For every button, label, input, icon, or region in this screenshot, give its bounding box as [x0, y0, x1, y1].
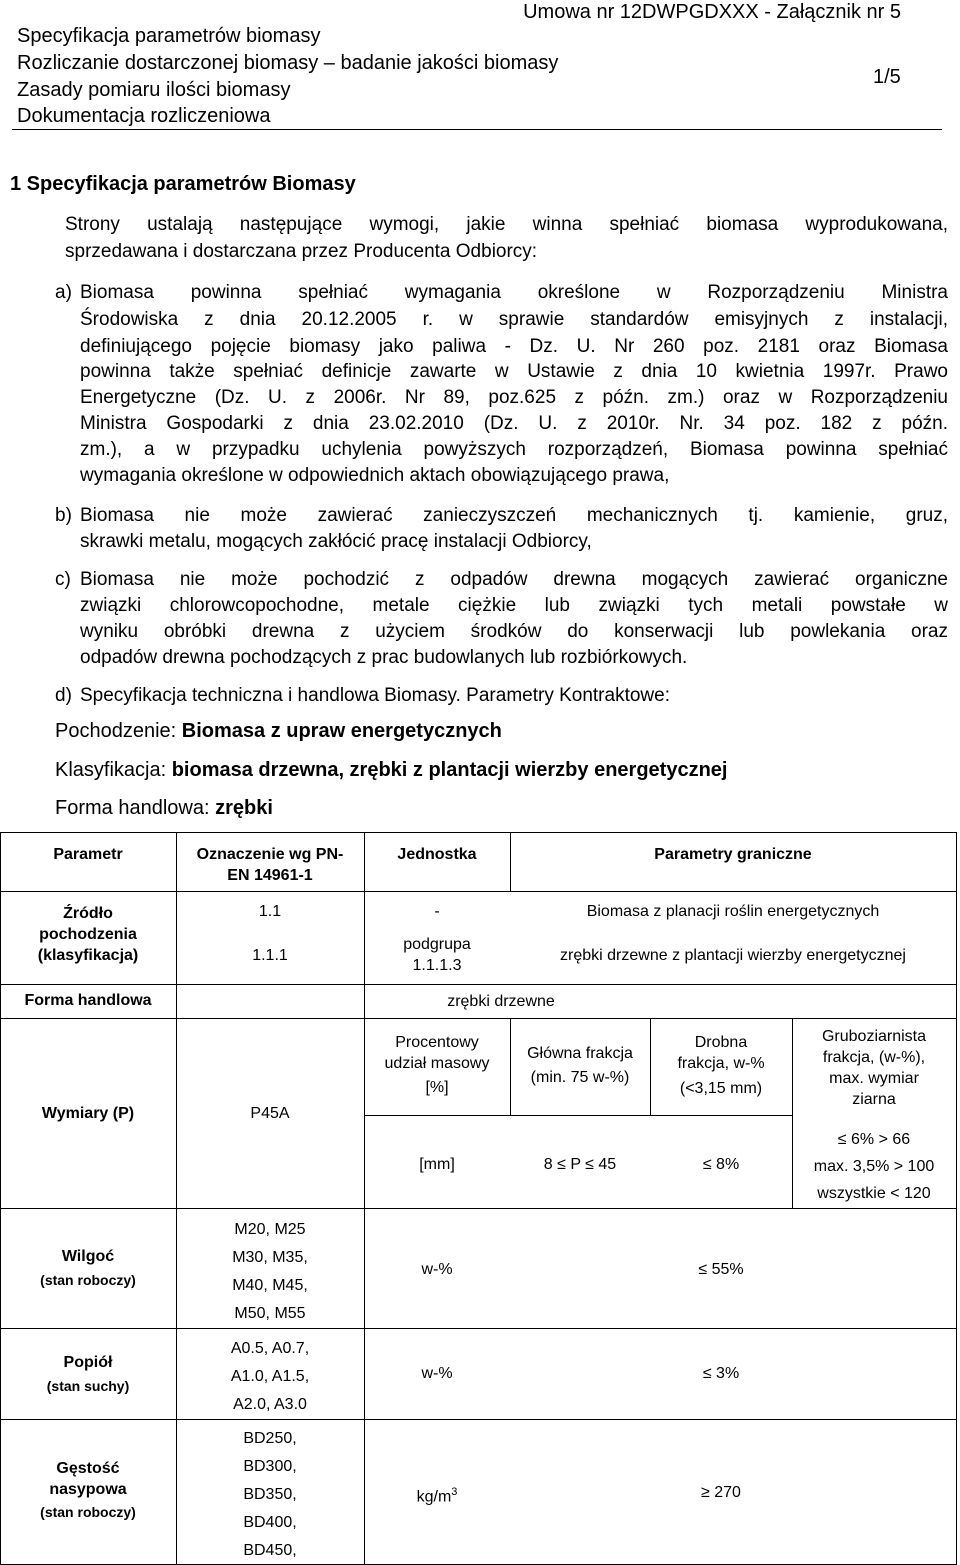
table-rule: [0, 832, 957, 833]
intro-line-1: Strony ustalają następujące wymogi, jakie winna spełniać biomasa wyprodukowana,: [65, 214, 948, 235]
item-a-label: a): [55, 282, 72, 303]
row-wilgoc-oznaczenie: [176, 1216, 364, 1328]
table-rule: [0, 984, 957, 985]
item-a-line: wymagania określone w odpowiednich aktach obowiązującego prawa,: [80, 465, 670, 486]
header-contract-number: Umowa nr 12DWPGDXXX - Załącznik nr 5: [523, 1, 901, 23]
spec-forma-value: zrębki: [215, 797, 273, 819]
table-rule: [956, 832, 957, 1565]
wilgoc-ozn-line: M50, M55: [234, 1305, 306, 1322]
row-wilgoc-value: ≤ 55%: [698, 1261, 744, 1278]
wymiary-coarse-line: max. 3,5% > 100: [813, 1158, 935, 1175]
row-zrodlo-1-oznaczenie: 1.1: [258, 903, 282, 920]
header-line-specification: Specyfikacja parametrów biomasy: [17, 25, 321, 47]
gestosc-ozn-line: BD350,: [243, 1486, 297, 1503]
wymiary-gruba-line: Gruboziarnista: [821, 1028, 927, 1045]
spec-klasyfikacja-label: Klasyfikacja:: [55, 759, 172, 781]
spec-forma: [55, 797, 273, 820]
wilgoc-ozn-line: M30, M35,: [232, 1249, 308, 1266]
spec-pochodzenie-label: Pochodzenie:: [55, 720, 182, 742]
wymiary-gruba-line: max. wymiar: [829, 1070, 919, 1087]
row-popiol-label: [0, 1352, 176, 1397]
gestosc-ozn-line: BD400,: [243, 1514, 297, 1531]
row-zrodlo-label: [0, 903, 176, 966]
row-zrodlo-line: pochodzenia: [39, 926, 137, 943]
item-c-line: związki chlorowcopochodne, metale ciężkie lub związki tych metali powstałe w: [80, 595, 948, 616]
wymiary-unit: [mm]: [419, 1156, 455, 1173]
row-popiol-oznaczenie: [176, 1335, 364, 1419]
header-line-measurement: Zasady pomiaru ilości biomasy: [17, 79, 291, 101]
row-zrodlo-2-jednostka-line: 1.1.1.3: [412, 957, 462, 974]
item-a-line: Ministra Gospodarki z dnia 23.02.2010 (Dz. U. z 2010r. Nr. 34 poz. 182 z późn.: [80, 413, 948, 434]
item-b-line: skrawki metalu, mogących zakłócić pracę instalacji Odbiorcy,: [80, 531, 592, 552]
item-b-label: b): [55, 505, 72, 526]
row-wilgoc-name: Wilgoć: [61, 1248, 115, 1265]
wymiary-drobna-header: [650, 1032, 792, 1099]
row-forma-label: Forma handlowa: [24, 992, 152, 1009]
wilgoc-ozn-line: M40, M45,: [232, 1277, 308, 1294]
row-gestosc-name: Gęstość: [56, 1460, 120, 1477]
item-d-label: d): [55, 685, 72, 706]
wymiary-glowna-line: Główna frakcja: [527, 1045, 633, 1062]
item-a-line: zm.), a w przypadku uchylenia powyższych rozporządzeń, Biomasa powinna spełniać: [80, 439, 948, 460]
wilgoc-ozn-line: M20, M25: [234, 1221, 306, 1238]
th-oznaczenie-line: Oznaczenie wg PN-: [196, 846, 344, 863]
row-wymiary-oznaczenie: P45A: [250, 1105, 290, 1122]
row-popiol-name: Popiół: [63, 1354, 113, 1371]
popiol-ozn-line: A2.0, A3.0: [233, 1396, 307, 1413]
parameters-table: [0, 832, 957, 1565]
row-wymiary-label: Wymiary (P): [41, 1105, 135, 1122]
item-a-line: powinna także spełniać definicje zawarte w Ustawie z dnia 10 kwietnia 1997r. Prawo: [80, 361, 948, 382]
row-gestosc-oznaczenie: [176, 1425, 364, 1565]
wymiary-drobna-line: (<3,15 mm): [679, 1080, 763, 1097]
gestosc-ozn-line: BD300,: [243, 1458, 297, 1475]
wymiary-procentowy-header: [364, 1032, 510, 1098]
table-rule: [0, 1328, 957, 1329]
row-popiol-sub: (stan suchy): [46, 1378, 130, 1394]
row-gestosc-sub: (stan roboczy): [40, 1504, 136, 1520]
wymiary-coarse-values: [792, 1126, 956, 1207]
header-line-settlement: Rozliczanie dostarczonej biomasy – badanie jakości biomasy: [17, 52, 559, 74]
table-rule: [364, 1115, 792, 1116]
item-c-label: c): [55, 569, 71, 590]
wymiary-gruba-line: ziarna: [852, 1091, 896, 1108]
item-a-line: Energetyczne (Dz. U. z 2006r. Nr 89, poz.625 z późn. zm.) oraz w Rozporządzeniu: [80, 387, 948, 408]
item-a-line: Biomasa powinna spełniać wymagania określone w Rozporządzeniu Ministra: [80, 282, 948, 303]
row-zrodlo-2-jednostka: [364, 934, 510, 976]
item-c-line: Biomasa nie może pochodzić z odpadów drewna mogących zawierać organiczne: [80, 569, 948, 590]
row-gestosc-name: nasypowa: [49, 1481, 127, 1498]
row-gestosc-label: [0, 1458, 176, 1523]
row-wilgoc-sub: (stan roboczy): [40, 1272, 136, 1288]
th-oznaczenie: [176, 844, 364, 886]
row-gestosc-value: ≥ 270: [701, 1484, 741, 1501]
wymiary-coarse-line: ≤ 6% > 66: [837, 1131, 911, 1148]
wymiary-procentowy-line: Procentowy: [395, 1034, 479, 1051]
spec-klasyfikacja: [55, 759, 727, 782]
gestosc-ozn-line: BD250,: [243, 1430, 297, 1447]
item-c-line: odpadów drewna pochodzących z prac budowlanych lub rozbiórkowych.: [80, 647, 688, 668]
wymiary-gruba-header: [792, 1026, 956, 1110]
popiol-ozn-line: A1.0, A1.5,: [230, 1368, 310, 1385]
row-forma-value: zrębki drzewne: [447, 993, 555, 1010]
item-a-line: Środowiska z dnia 20.12.2005 r. w sprawie standardów emisyjnych z instalacji,: [80, 309, 948, 330]
row-zrodlo-1-value: Biomasa z planacji roślin energetycznych: [586, 903, 880, 920]
intro-line-2: sprzedawana i dostarczana przez Producenta Odbiorcy:: [65, 241, 538, 262]
wymiary-fine-value: ≤ 8%: [702, 1156, 740, 1173]
gestosc-unit: kg/m: [416, 1488, 452, 1506]
spec-pochodzenie: [55, 720, 502, 743]
section-title: 1 Specyfikacja parametrów Biomasy: [10, 173, 356, 195]
th-parametry-graniczne: Parametry graniczne: [654, 846, 812, 863]
row-zrodlo-2-oznaczenie: 1.1.1: [252, 947, 288, 964]
wymiary-procentowy-line: udział masowy: [384, 1055, 490, 1072]
wymiary-glowna-line: (min. 75 w-%): [530, 1069, 630, 1086]
row-zrodlo-1-jednostka: -: [434, 903, 440, 920]
wymiary-glowna-header: [510, 1043, 650, 1088]
row-popiol-jednostka: w-%: [421, 1365, 453, 1382]
item-d-text: Specyfikacja techniczna i handlowa Biomasy. Parametry Kontraktowe:: [80, 685, 670, 706]
th-oznaczenie-line: EN 14961-1: [227, 867, 313, 884]
item-a-line: definiującego pojęcie biomasy jako paliwa - Dz. U. Nr 260 poz. 2181 oraz Biomasa: [80, 336, 948, 357]
wymiary-coarse-line: wszystkie < 120: [817, 1185, 931, 1202]
gestosc-unit-exponent: 3: [451, 1486, 458, 1498]
gestosc-ozn-line: BD450,: [243, 1542, 297, 1559]
th-parametr: Parametr: [53, 846, 123, 863]
header-divider: [12, 129, 942, 130]
page-number: 1/5: [873, 66, 901, 88]
table-rule: [0, 891, 957, 892]
table-rule: [0, 1419, 957, 1420]
row-popiol-value: ≤ 3%: [702, 1365, 740, 1382]
popiol-ozn-line: A0.5, A0.7,: [230, 1340, 310, 1357]
item-b-line: Biomasa nie może zawierać zanieczyszczeń mechanicznych tj. kamienie, gruz,: [80, 505, 948, 526]
wymiary-gruba-line: frakcja, (w-%),: [822, 1049, 926, 1066]
row-zrodlo-line: (klasyfikacja): [37, 947, 139, 964]
row-zrodlo-2-jednostka-line: podgrupa: [403, 936, 471, 953]
header-line-documentation: Dokumentacja rozliczeniowa: [17, 105, 271, 127]
spec-klasyfikacja-value: biomasa drzewna, zrębki z plantacji wierzby energetycznej: [171, 759, 728, 781]
th-jednostka: Jednostka: [397, 846, 477, 863]
spec-forma-label: Forma handlowa:: [55, 797, 216, 819]
spec-pochodzenie-value: Biomasa z upraw energetycznych: [181, 720, 502, 742]
row-gestosc-jednostka: [364, 1482, 510, 1507]
row-wilgoc-jednostka: w-%: [421, 1261, 453, 1278]
row-wilgoc-label: [0, 1246, 176, 1291]
wymiary-drobna-line: frakcja, w-%: [677, 1055, 765, 1072]
item-c-line: wyniku obróbki drewna z użyciem środków do konserwacji lub powlekania oraz: [80, 621, 948, 642]
row-zrodlo-line: Źródło: [63, 905, 113, 922]
table-rule: [0, 1208, 957, 1209]
row-zrodlo-2-value: zrębki drzewne z plantacji wierzby energetycznej: [560, 947, 906, 964]
wymiary-main-value: 8 ≤ P ≤ 45: [543, 1156, 617, 1173]
wymiary-procentowy-line: [%]: [425, 1079, 449, 1096]
table-rule: [0, 1018, 957, 1019]
wymiary-drobna-line: Drobna: [694, 1034, 748, 1051]
